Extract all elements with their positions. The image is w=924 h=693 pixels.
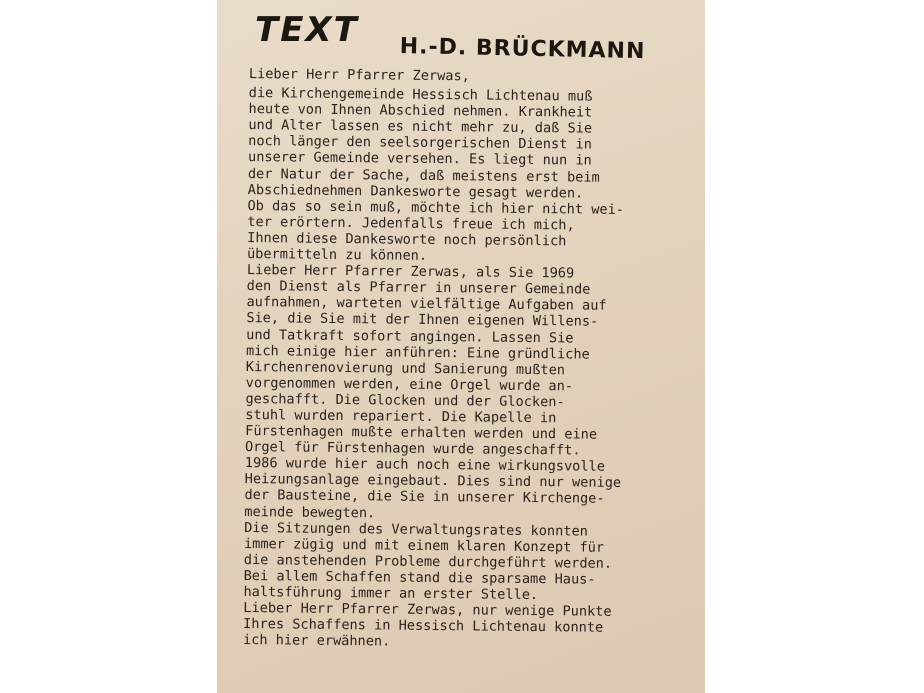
letter-line: geschafft. Die Glocken und der Glocken- xyxy=(245,390,565,411)
letter-line: Lieber Herr Pfarrer Zerwas, nur wenige Punkte xyxy=(243,600,612,620)
letter-line: Kirchenrenovierung und Sanierung mußten xyxy=(245,358,566,379)
letter-line: stuhl wurden repariert. Die Kapelle in xyxy=(245,406,557,427)
letter-line: Bei allem Schaffen stand die sparsame Haus- xyxy=(243,567,596,588)
letter-line: die anstehenden Probleme durchgeführt werden. xyxy=(243,551,613,572)
letterhead-label: TEXT xyxy=(255,10,359,50)
letter-line: unserer Gemeinde versehen. Es liegt nun in xyxy=(247,149,592,170)
letter-line: 1986 wurde hier auch noch eine wirkungsvolle xyxy=(244,455,606,475)
letter-line: und Tatkraft sofort angingen. Lassen Sie xyxy=(246,326,574,346)
letter-line: ich hier erwähnen. xyxy=(242,632,391,650)
letter-line: den Dienst als Pfarrer in unserer Gemeinde xyxy=(246,278,591,298)
letter-salutation: Lieber Herr Pfarrer Zerwas, xyxy=(248,66,470,85)
letter-line: mich einige hier anführen: Eine gründliche xyxy=(245,342,590,363)
letter-line: Sie, die Sie mit der Ihnen eigenen Willens- xyxy=(246,310,599,331)
letter-line: heute von Ihnen Abschied nehmen. Krankheit xyxy=(248,101,593,121)
letter-line: Die Sitzungen des Verwaltungsrates konnten xyxy=(244,519,588,540)
letter-line: die Kirchengemeinde Hessisch Lichtenau muß xyxy=(248,85,593,105)
letter-line: Heizungsanlage eingebaut. Dies sind nur wenige xyxy=(244,471,622,492)
letter-body xyxy=(243,66,699,653)
letter-line: aufnahmen, warteten vielfältige Aufgaben auf xyxy=(246,294,607,315)
letter-page xyxy=(217,0,705,693)
letter-line: noch länger den seelsorgerischen Dienst in xyxy=(248,133,593,153)
letter-line: immer zügig und mit einem klaren Konzept für xyxy=(243,535,605,556)
letter-line: Abschiednehmen Dankesworte gesagt werden. xyxy=(247,181,584,202)
letter-line: Fürstenhagen mußte erhalten werden und eine xyxy=(245,423,598,443)
letter-line: und Alter lassen es nicht mehr zu, daß Sie xyxy=(248,117,593,137)
letter-line: Ihnen diese Dankesworte noch persönlich xyxy=(247,229,567,250)
letterhead xyxy=(255,10,695,65)
letter-line: der Bausteine, die Sie in unserer Kirchenge- xyxy=(244,487,605,508)
letter-line: meinde bewegten. xyxy=(244,503,376,521)
letter-line: haltsführung immer an erster Stelle. xyxy=(243,583,539,604)
letter-line: vorgenommen werden, eine Orgel wurde an- xyxy=(245,374,574,395)
letter-line: Lieber Herr Pfarrer Zerwas, als Sie 1969 xyxy=(246,262,575,282)
letter-line: Orgel für Fürstenhagen wurde angeschafft. xyxy=(244,439,581,459)
letter-line: Ob das so sein muß, möchte ich hier nicht wei- xyxy=(247,197,625,218)
letter-line: Ihres Schaffens in Hessisch Lichtenau konnte xyxy=(243,616,604,636)
letterhead-author: H.-D. BRÜCKMANN xyxy=(399,34,646,65)
letter-line: übermitteln zu können. xyxy=(246,246,428,264)
letter-line: ter erörtern. Jedenfalls freue ich mich, xyxy=(247,213,575,234)
letter-line: der Natur der Sache, daß meistens erst beim xyxy=(247,165,600,186)
